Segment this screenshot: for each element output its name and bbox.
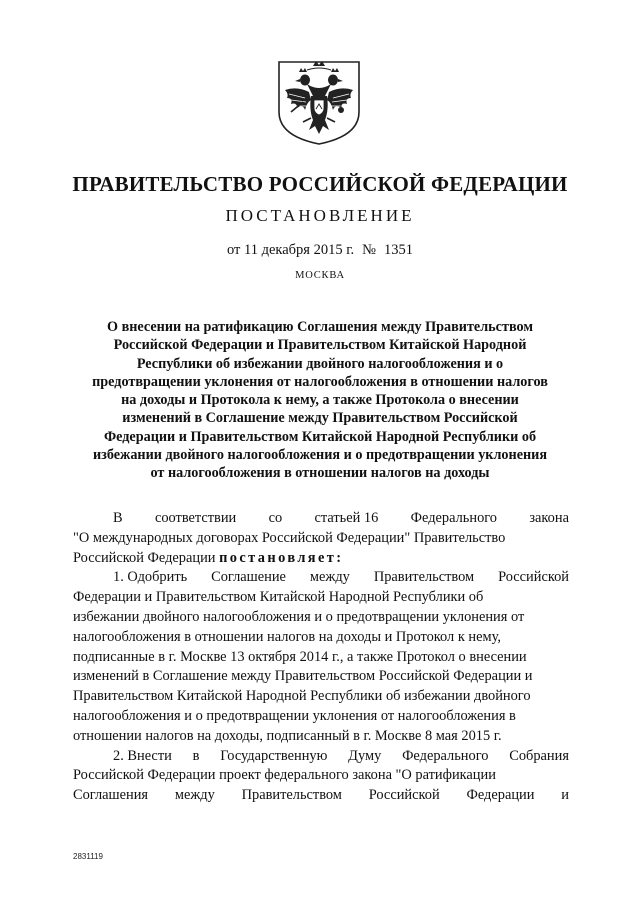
item1-line: отношении налогов на доходы, подписанный в г. Москве 8 мая 2015 г. (73, 727, 502, 744)
item2-line (73, 747, 569, 767)
word: между (309, 569, 350, 586)
word: Соглашения (73, 787, 149, 804)
document-body (73, 509, 569, 806)
item1-line: изменений в Соглашение между Правительством Российской Федерации и (73, 668, 533, 685)
word: и (561, 787, 569, 804)
subject-line: избежании двойного налогообложения и о предотвращении уклонения (92, 447, 548, 464)
item1-line: Правительством Китайской Народной Республики об избежании двойного (73, 688, 531, 705)
item1-line: избежании двойного налогообложения и о предотвращении уклонения от (73, 608, 525, 625)
item1-line: налогообложения и о предотвращении уклонения от налогообложения в (73, 707, 516, 724)
intro-paragraph-line: "О международных договорах Российской Федерации" Правительство (73, 529, 506, 546)
coat-of-arms-icon (275, 52, 363, 148)
subject-line: О внесении на ратификацию Соглашения между Правительством (106, 319, 533, 335)
decree-word: постановляет: (219, 549, 344, 566)
word: В (113, 510, 123, 526)
word: Собрания (509, 747, 569, 764)
document-number: 1351 (384, 242, 413, 258)
item2-line (73, 786, 569, 806)
number-sign: № (362, 242, 376, 258)
word: соответствии (154, 510, 237, 526)
item1-line: подписанные в г. Москве 13 октября 2014 г., а также Протокол о внесении (73, 648, 527, 665)
subject-line: на доходы и Протокола к нему, а также Протокола о внесении (121, 392, 519, 409)
word: со (268, 510, 283, 526)
word: 1. Одобрить (113, 569, 188, 586)
intro-paragraph-line (73, 549, 569, 569)
word: Правительством (373, 569, 475, 586)
document-type: ПОСТАНОВЛЕНИЕ (225, 206, 415, 225)
word: Думу (348, 747, 382, 764)
date-number-line (0, 242, 640, 259)
word: Российской (368, 787, 440, 804)
word: Федерации (466, 787, 535, 804)
subject-line: изменений в Соглашение между Правительством Российской (122, 410, 518, 427)
document-code: 2831119 (73, 852, 103, 861)
subject-line: Российской Федерации и Правительством Китайской Народной (113, 337, 527, 354)
item1-line (73, 568, 569, 588)
word: Правительством (241, 787, 342, 804)
word: закона (529, 510, 569, 526)
word: Федерального (402, 747, 489, 764)
government-title: ПРАВИТЕЛЬСТВО РОССИЙСКОЙ ФЕДЕРАЦИИ (72, 172, 568, 196)
city: МОСКВА (295, 270, 345, 281)
text-fragment: Российской Федерации (73, 549, 216, 566)
word: Российской (498, 569, 569, 586)
item1-line: налогообложения в отношении налогов на доходы и Протокол к нему, (73, 628, 501, 645)
word: Государственную (220, 747, 328, 764)
document-date: от 11 декабря 2015 г. (226, 242, 355, 258)
subject-line: Республики об избежании двойного налогообложения и о (136, 355, 504, 372)
word: Соглашение (211, 569, 286, 586)
word: Федерального (410, 510, 498, 526)
intro-paragraph-line (73, 509, 569, 529)
item2-line: Российской Федерации проект федерального закона "О ратификации (73, 767, 496, 784)
subject-line: Федерации и Правительством Китайской Народной Республики об (103, 428, 537, 445)
word: 2. Внести (113, 747, 172, 764)
word: между (174, 787, 215, 804)
word: в (192, 747, 200, 764)
word: статьей 16 (314, 510, 379, 526)
subject-line: от налогообложения в отношении налогов на доходы (150, 465, 490, 482)
document-subject (70, 318, 570, 483)
item1-line: Федерации и Правительством Китайской Народной Республики об (73, 589, 484, 606)
subject-line: предотвращении уклонения от налогообложения в отношении налогов (92, 373, 548, 390)
